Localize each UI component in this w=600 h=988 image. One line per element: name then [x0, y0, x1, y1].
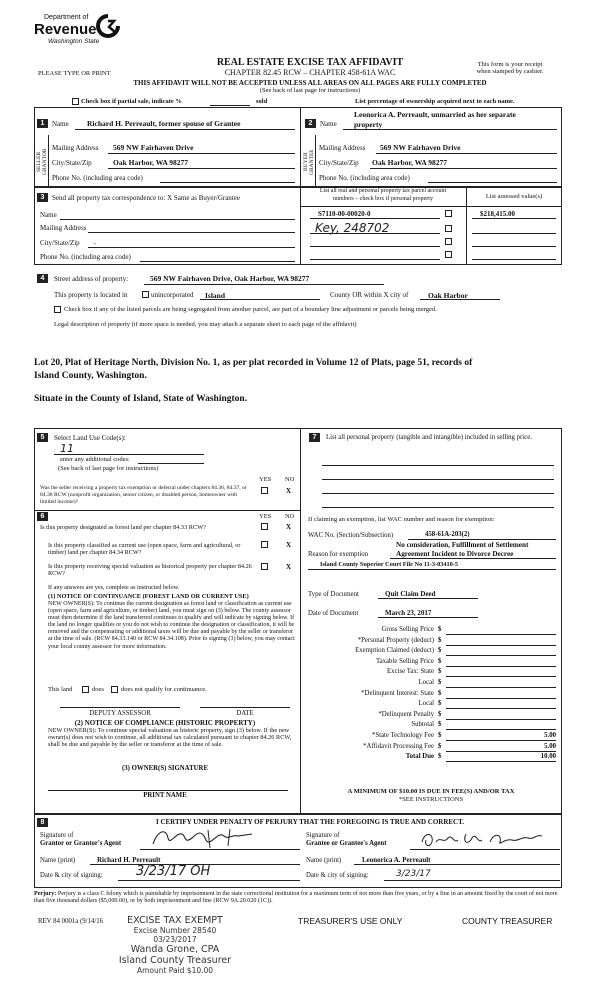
s1-name-value: Richard H. Perreault, former spouse of Grantee — [87, 119, 241, 128]
fee-label: Local — [418, 700, 434, 708]
buyer-grantee-label: BUYER GRANTEE — [303, 149, 315, 175]
certify-statement: I CERTIFY UNDER PENALTY OF PERJURY THAT THE FOREGOING IS TRUE AND CORRECT. — [155, 818, 464, 826]
parcel-heading-2: numbers – check box if personal property — [333, 196, 433, 202]
logo-swirl-icon — [96, 14, 120, 38]
located-in: This property is located in — [54, 291, 128, 299]
section-5-num: 5 — [37, 433, 48, 442]
reason-label: Reason for exemption — [308, 551, 369, 558]
grantee-name-label: Name (print) — [306, 857, 342, 864]
stamp-line5: Island County Treasurer — [118, 955, 232, 966]
fee-dollar-sign: $ — [438, 689, 442, 697]
additional-codes: enter any additional codes: — [60, 456, 130, 463]
current-use-yes-checkbox[interactable] — [261, 541, 268, 548]
notice2-body: NEW OWNER(S): To continue special valuation as historic property, sign (3) below. If the new owner(s) does not wish to continue, all additional tax calculated pursuant to chapter 84.26 RCW, shall be due and payable by the seller or transferor at the time of sale. — [48, 727, 292, 749]
receipt-note-2: when stamped by cashier. — [476, 68, 544, 75]
legal-line-2: Island County, Washington. — [34, 371, 147, 381]
s6-yes: YES — [259, 513, 272, 520]
treasurer-use-only: TREASURER'S USE ONLY — [298, 916, 403, 926]
exemption-question: Was the seller receiving a property tax exemption or deferral under chapters 84.36, 84.37, or 84.38 RCW (nonprofit organization, senior citizen, or disabled person, homeowner with limited income)? — [40, 485, 247, 505]
section-1-num: 1 — [37, 119, 48, 128]
grantor-date-value: 3/23/17 OH — [136, 864, 211, 879]
fees-table — [300, 626, 562, 764]
grantor-name-label: Name (print) — [40, 857, 76, 864]
parcel-4-personal-checkbox[interactable] — [445, 251, 452, 258]
fee-value: 5.00 — [544, 732, 556, 739]
parcel-1-personal-checkbox[interactable] — [445, 210, 452, 217]
reason-value-1: No consideration, Fulfillment of Settlement — [396, 541, 529, 549]
perjury-label: Perjury: — [34, 891, 57, 897]
grantee-name-value: Leonorica A. Perreault — [362, 856, 431, 864]
fee-label: *Affidavit Processing Fee — [363, 742, 434, 750]
s3-city-label: City/State/Zip — [40, 239, 80, 247]
segregated-label: Check box if any of the listed parcels are being segregated from another parcel, are part of a boundary line adjustment or parcels being merged. — [64, 306, 437, 313]
county-or-city: County OR within X city of — [330, 291, 409, 299]
s2-city-value: Oak Harbor, WA 98277 — [372, 158, 448, 167]
fee-dollar-sign: $ — [438, 657, 442, 665]
section-2-num: 2 — [305, 119, 316, 128]
please-type: PLEASE TYPE OR PRINT — [38, 70, 111, 77]
assessed-heading: List assessed value(s) — [485, 193, 543, 200]
fee-label: Local — [418, 679, 434, 686]
s5-yes-checkbox[interactable] — [261, 487, 268, 494]
fee-dollar-sign: $ — [438, 636, 442, 644]
list-percentage: List percentage of ownership acquired next to each name. — [355, 98, 515, 105]
fill-warning: THIS AFFIDAVIT WILL NOT BE ACCEPTED UNLESS ALL AREAS ON ALL PAGES ARE FULLY COMPLETED — [133, 79, 487, 87]
s1-city-label: City/State/Zip — [52, 159, 92, 167]
minimum-due: A MINIMUM OF $10.00 IS DUE IN FEE(S) AND/OR TAX — [347, 788, 515, 795]
section-6-num: 6 — [37, 512, 48, 521]
stamp-line1: EXCISE TAX EXEMPT — [127, 915, 223, 926]
grantor-sig-label-2: Grantor or Grantor's Agent — [40, 840, 122, 847]
s5-yes: YES — [259, 476, 272, 483]
fee-value: 10.00 — [540, 753, 556, 761]
s2-mailing-label: Mailing Address — [319, 144, 366, 152]
doc-type-value: Quit Claim Deed — [385, 590, 436, 598]
grantee-sig-label-2: Grantee or Grantee's Agent — [306, 840, 387, 847]
historical-yes-checkbox[interactable] — [261, 563, 268, 570]
receipt-note-1: This form is your receipt — [477, 61, 543, 68]
wac-value: 458-61A-203(2) — [425, 531, 470, 538]
grantor-name-value: Richard H. Perreault — [97, 856, 161, 864]
stamp-line6: Amount Paid $10.00 — [136, 966, 214, 975]
grantee-sig-label-1: Signature of — [306, 832, 340, 839]
legal-desc-label: Legal description of property (if more space is needed, you may attach a separate sheet to each page of the affidavit) — [54, 321, 357, 328]
logo-line3: Washington State — [48, 38, 100, 45]
s2-name-label: Name — [320, 120, 337, 128]
fee-dollar-sign: $ — [438, 668, 442, 676]
situate-line: Situate in the County of Island, State of Washington. — [34, 394, 248, 404]
s2-mailing-value: 569 NW Fairhaven Drive — [380, 143, 461, 152]
dor-logo — [34, 14, 124, 56]
parcel-heading-1: List all real and personal property tax parcel account — [319, 188, 447, 194]
does-not-qualify-checkbox[interactable] — [111, 686, 118, 693]
parcel-3-personal-checkbox[interactable] — [445, 238, 452, 245]
s2-name-value-1: Leonorica A. Perreault, unmarried as her separate — [354, 110, 516, 119]
if-yes-note: If any answers are yes, complete as instructed below. — [48, 584, 180, 591]
fee-label: Gross Selling Price — [381, 626, 434, 633]
rev-number: REV 84 0001a (9/14/16 — [38, 918, 104, 925]
notice1-body: NEW OWNER(S): To continue the current designation as forest land or classification as current use (open space, farm and agriculture, or timber) land, you must sign on (3) below. The county assessor must then determine if the land transferred continues to qualify and will indicate by signing below. If the land no longer qualifies or you do not wish to continue the designation or classification, it will be removed and the compensating or additional taxes will be due and payable by the seller or transferor at the time of sale. (RCW 84.33.140 or RCW 84.34.108). Prior to signing (3) below, you may contact your local county assessor for more information. — [48, 601, 295, 650]
grantee-date-value: 3/23/17 — [396, 869, 431, 879]
logo-line2: Revenue — [34, 21, 97, 38]
s2-name-value-2: property — [354, 120, 383, 129]
s3-phone-label: Phone No. (including area code) — [40, 253, 131, 261]
fee-label: *State Technology Fee — [371, 732, 434, 739]
sold-label: sold — [256, 98, 268, 105]
fee-dollar-sign: $ — [438, 732, 442, 739]
fee-dollar-sign: $ — [438, 679, 442, 686]
parcel-2-personal-checkbox[interactable] — [445, 225, 452, 232]
land-use-label: Select Land Use Code(s): — [54, 434, 126, 442]
partial-sale-checkbox[interactable] — [72, 98, 79, 105]
see-instructions: *SEE INSTRUCTIONS — [398, 796, 464, 803]
current-use-no-x: X — [286, 541, 292, 549]
fee-dollar-sign: $ — [438, 626, 442, 633]
historical-no-x: X — [286, 563, 292, 571]
s3-name-label: Name — [40, 211, 57, 219]
exemption-claim: If claiming an exemption, list WAC number and reason for exemption: — [308, 516, 495, 523]
stamp-line2: Excise Number 28540 — [133, 926, 217, 935]
handwritten-key: Key, 248702 — [315, 221, 390, 235]
land-use-value: 11 — [60, 442, 74, 455]
grantee-date-label: Date & city of signing: — [306, 872, 369, 879]
q-current-use: Is this property classified as current use (open space, farm and agricultural, or timber) land per chapter 84.34 RCW? — [48, 542, 241, 556]
assessor-date: DATE — [236, 710, 254, 717]
legal-line-1: Lot 20, Plat of Heritage North, Division No. 1, as per plat recorded in Volume 12 of Plats, page 51, records of — [34, 358, 473, 368]
fee-label: Exemption Claimed (deduct) — [355, 647, 434, 655]
fee-dollar-sign: $ — [438, 721, 442, 729]
s1-name-label: Name — [52, 120, 69, 128]
street-value: 569 NW Fairhaven Drive, Oak Harbor, WA 98277 — [150, 274, 310, 283]
section-8-num: 8 — [37, 818, 48, 827]
s1-mailing-value: 569 NW Fairhaven Drive — [113, 143, 194, 152]
seller-grantor-label: SELLER GRANTOR — [36, 148, 48, 176]
reason-value-3: Island County Superior Court File No 11-3-03410-5 — [320, 561, 459, 568]
does-qualify-checkbox[interactable] — [82, 686, 89, 693]
grantor-sig-label-1: Signature of — [40, 832, 74, 839]
s6-no: NO — [285, 513, 295, 520]
county-value: Island — [205, 291, 226, 300]
fee-label: *Delinquent Interest: State — [361, 689, 434, 697]
stamp-line3: 03/23/2017 — [153, 935, 197, 944]
s3-mailing-label: Mailing Address — [40, 224, 87, 232]
fee-dollar-sign: $ — [438, 647, 442, 655]
s5-see-back: (See back of last page for instructions) — [58, 465, 159, 472]
forest-no-x: X — [286, 523, 292, 531]
city-value: Oak Harbor — [428, 291, 468, 300]
county-treasurer: COUNTY TREASURER — [462, 916, 553, 926]
section-3-num: 3 — [37, 193, 48, 202]
section-7-num: 7 — [309, 433, 320, 442]
segregated-checkbox[interactable] — [54, 306, 61, 313]
doc-date-value: March 23, 2017 — [385, 609, 432, 617]
fee-label: Subtotal — [411, 721, 434, 729]
fee-dollar-sign: $ — [438, 742, 442, 750]
s3-heading: Send all property tax correspondence to: X Same as Buyer/Grantee — [52, 194, 240, 202]
logo-line1: Department of — [44, 14, 89, 21]
forest-yes-checkbox[interactable] — [261, 523, 268, 530]
s2-city-label: City/State/Zip — [319, 159, 359, 167]
treasurer-stamp — [100, 915, 250, 975]
see-back-note: (See back of last page for instructions) — [259, 87, 361, 94]
page-title: REAL ESTATE EXCISE TAX AFFIDAVIT — [216, 57, 404, 68]
s1-phone-label: Phone No. (including area code) — [52, 174, 143, 182]
reason-value-2: Agreement Incident to Divorce Decree — [396, 550, 514, 558]
unincorporated-checkbox[interactable] — [142, 291, 149, 298]
assessed-value: $218,415.00 — [480, 210, 515, 218]
s1-city-value: Oak Harbor, WA 98277 — [113, 158, 189, 167]
s5-no: NO — [285, 476, 295, 483]
fee-value: 5.00 — [544, 742, 556, 750]
grantee-signature — [418, 828, 548, 850]
grantor-date-label: Date & city of signing: — [40, 872, 103, 879]
q-forest: Is this property designated as forest land per chapter 84.33 RCW? — [40, 524, 206, 531]
fee-label: Excise Tax: State — [387, 668, 434, 676]
fee-label: Total Due — [405, 753, 434, 761]
fee-dollar-sign: $ — [438, 753, 442, 761]
fee-dollar-sign: $ — [438, 700, 442, 708]
s5-no-x: X — [286, 487, 292, 495]
s3-city-value: , — [94, 238, 96, 246]
owner-signature-label: (3) OWNER(S) SIGNATURE — [122, 765, 208, 772]
s2-phone-label: Phone No. (including area code) — [319, 174, 410, 182]
q-historical: Is this property receiving special valuation as historical property per chapter 84.26 RCW? — [48, 563, 252, 577]
doc-type-label: Type of Document — [308, 591, 359, 598]
perjury-text: Perjury is a class C felony which is punishable by imprisonment in the state correctional institution for a maximum term of not more than five years, or by a fine in an amount fixed by the court of not more than five thousand dollars ($5,000.00), or by both imprisonment and fine (RCW 9A.20.020 (1C)). — [34, 891, 558, 905]
fee-label: *Personal Property (deduct) — [357, 636, 434, 644]
does-label: does — [92, 686, 104, 693]
notice2-title: (2) NOTICE OF COMPLIANCE (HISTORIC PROPERTY) — [74, 719, 256, 727]
section-4-num: 4 — [37, 274, 48, 283]
perjury-note — [34, 891, 562, 905]
this-land: This land — [48, 686, 73, 693]
print-name-label: PRINT NAME — [143, 792, 187, 799]
parcel-number: S7110-00-00020-0 — [318, 210, 371, 218]
unincorporated-label: unincorporated — [151, 291, 194, 299]
notice1-title: (1) NOTICE OF CONTINUANCE (FOREST LAND OR CURRENT USE) — [48, 593, 249, 600]
fee-label: Taxable Selling Price — [375, 657, 434, 665]
deputy-assessor: DEPUTY ASSESSOR — [89, 710, 151, 717]
page-subtitle: CHAPTER 82.45 RCW – CHAPTER 458-61A WAC — [224, 68, 396, 77]
grantor-signature — [148, 826, 268, 850]
s7-heading: List all personal property (tangible and intangible) included in selling price. — [326, 434, 532, 441]
partial-sale-label: Check box if partial sale, indicate % — [81, 98, 182, 105]
s1-mailing-label: Mailing Address — [52, 144, 99, 152]
does-not-label: does not qualify for continuance. — [121, 686, 207, 693]
wac-label: WAC No. (Section/Subsection) — [308, 532, 394, 539]
fee-label: *Delinquent Penalty — [378, 710, 434, 718]
fee-dollar-sign: $ — [438, 710, 442, 718]
street-label: Street address of property: — [54, 275, 129, 283]
stamp-line4: Wanda Grone, CPA — [130, 944, 220, 955]
doc-date-label: Date of Document — [308, 610, 359, 617]
